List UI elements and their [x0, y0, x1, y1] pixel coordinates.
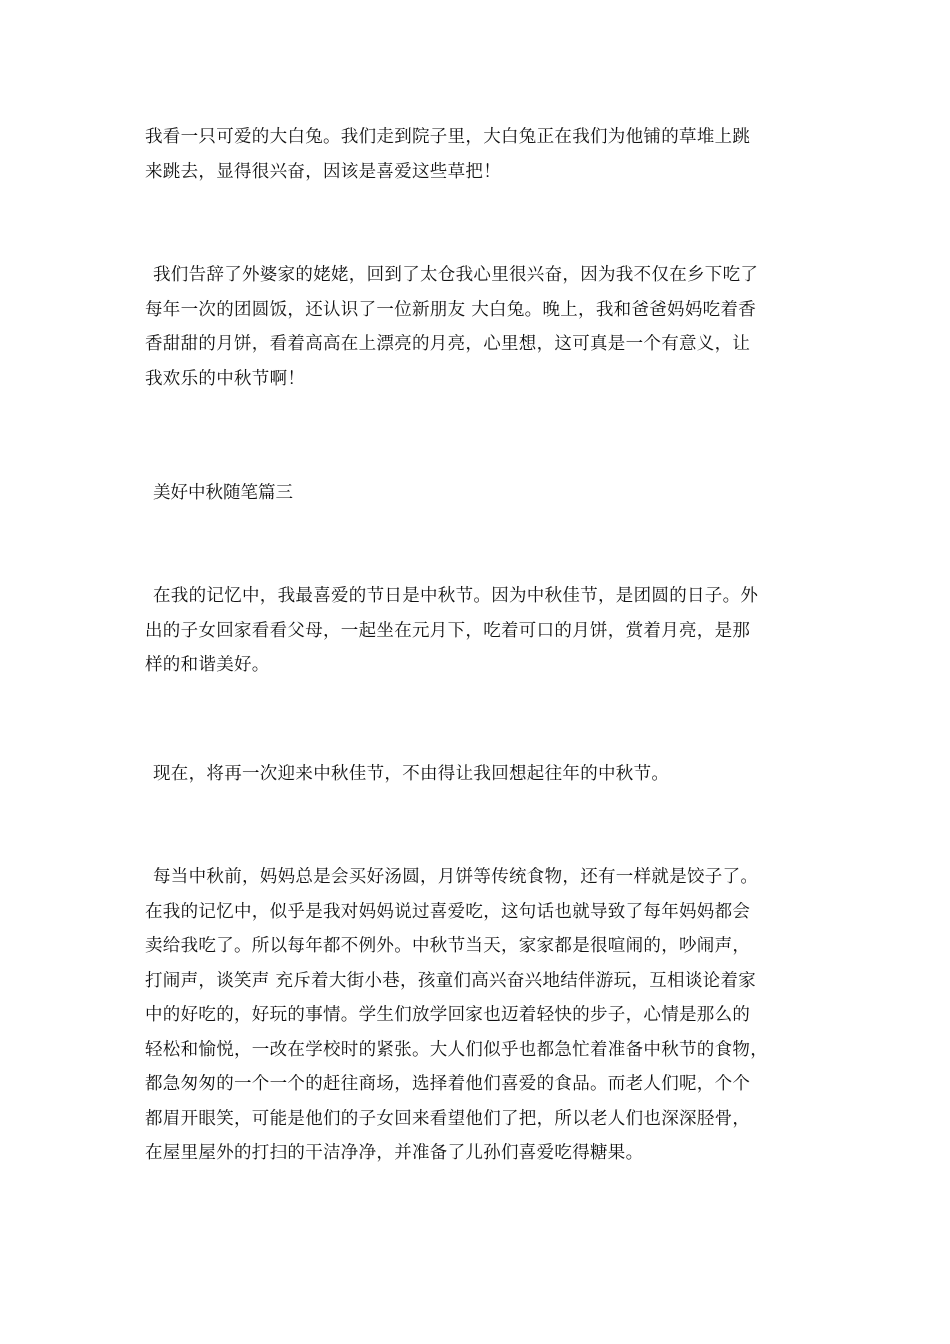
paragraph-line: 来跳去，显得很兴奋，因该是喜爱这些草把！ [145, 161, 501, 182]
paragraph-line: 我欢乐的中秋节啊！ [145, 368, 306, 389]
paragraph-now [145, 757, 805, 792]
paragraph-line: 每当中秋前，妈妈总是会买好汤圆，月饼等传统食物，还有一样就是饺子了。 [153, 867, 759, 887]
paragraph-return-home [145, 258, 805, 396]
paragraph-memory [145, 579, 805, 683]
paragraph-rabbit [145, 120, 805, 189]
paragraph-line: 现在，将再一次迎来中秋佳节，不由得让我回想起往年的中秋节。 [153, 764, 670, 784]
section-heading: 美好中秋随笔篇三 [153, 483, 293, 503]
paragraph-line: 都眉开眼笑，可能是他们的子女回来看望他们了把，所以老人们也深深胫骨， [145, 1108, 751, 1129]
paragraph-line: 轻松和愉悦，一改在学校时的紧张。大人们似乎也都急忙着准备中秋节的食物， [145, 1039, 768, 1060]
paragraph-line: 样的和谐美好。 [145, 655, 270, 675]
paragraph-line: 我们告辞了外婆家的姥姥，回到了太仓我心里很兴奋，因为我不仅在乡下吃了 [153, 265, 759, 285]
paragraph-line: 都急匆匆的一个一个的赶往商场，选择着他们喜爱的食品。而老人们呢，个个 [145, 1074, 751, 1094]
paragraph-line: 打闹声，谈笑声 充斥着大街小巷，孩童们高兴奋兴地结伴游玩，互相谈论着家 [145, 970, 757, 991]
paragraph-line: 在屋里屋外的打扫的干洁净净，并准备了儿孙们喜爱吃得糖果。 [145, 1143, 644, 1163]
paragraph-line: 中的好吃的，好玩的事情。学生们放学回家也迈着轻快的步子，心情是那么的 [145, 1005, 751, 1025]
paragraph-line: 我看一只可爱的大白兔。我们走到院子里，大白兔正在我们为他铺的草堆上跳 [145, 127, 751, 147]
paragraph-line: 每年一次的团圆饭，还认识了一位新朋友 大白兔。晚上，我和爸爸妈妈吃着香 [145, 299, 757, 320]
paragraph-line: 香甜甜的月饼，看着高高在上漂亮的月亮，心里想，这可真是一个有意义，让 [145, 334, 751, 354]
paragraph-line: 在我的记忆中，我最喜爱的节日是中秋节。因为中秋佳节，是团圆的日子。外 [153, 586, 759, 606]
paragraph-line: 在我的记忆中，似乎是我对妈妈说过喜爱吃，这句话也就导致了每年妈妈都会 [145, 901, 751, 922]
paragraph-line: 出的子女回家看看父母，一起坐在元月下，吃着可口的月饼，赏着月亮，是那 [145, 620, 751, 641]
paragraph-line: 卖给我吃了。所以每年都不例外。中秋节当天，家家都是很喧闹的，吵闹声， [145, 936, 751, 956]
paragraph-before-festival [145, 860, 805, 1171]
